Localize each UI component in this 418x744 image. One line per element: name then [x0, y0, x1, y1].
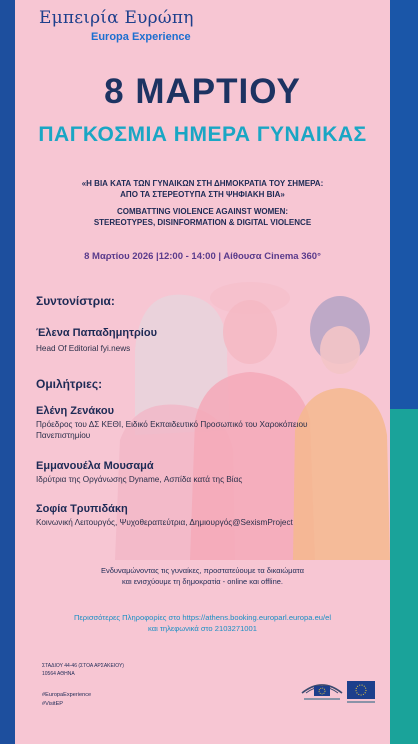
address-line1: ΣΤΑΔΙΟΥ 44-46 (ΣΤΟΑ ΑΡΣΑΚΕΙΟΥ): [42, 663, 124, 669]
speakers-label: Ομιλήτριες:: [36, 377, 103, 391]
speaker-3-name: Σοφία Τρυπιδάκη: [36, 503, 128, 515]
hashtag-visit-ep: #VisitEP: [42, 701, 64, 707]
speaker-1-name: Ελένη Ζενάκου: [36, 405, 115, 417]
event-date-title: 8 ΜΑΡΤΙΟΥ: [104, 72, 301, 111]
speaker-3-role: Κοινωνική Λειτουργός, Ψυχοθεραπεύτρια, Δημιουργός@SexismProject: [36, 518, 293, 527]
subtitle-english: [15, 206, 390, 228]
speaker-1-role-line2: Πανεπιστημίου: [36, 431, 91, 440]
brand-greek: Εμπειρία Ευρώπη: [39, 8, 194, 28]
hashtags: [42, 691, 91, 709]
brand-english: Europa Experience: [91, 31, 191, 43]
subtitle-greek-line2: ΑΠΟ ΤΑ ΣΤΕΡΕΟΤΥΠΑ ΣΤΗ ΨΗΦΙΑΚΗ ΒΙΑ»: [120, 190, 285, 199]
event-date-time-venue: 8 Μαρτίου 2026 |12:00 - 14:00 | Αίθουσα Cinema 360°: [84, 251, 321, 262]
european-parliament-logo: [300, 677, 344, 703]
more-info[interactable]: [15, 612, 390, 634]
ep-flag-logo: [345, 679, 377, 705]
moderator-label: Συντονίστρια:: [36, 294, 115, 308]
event-day-title: ΠΑΓΚΟΣΜΙΑ ΗΜΕΡΑ ΓΥΝΑΙΚΑΣ: [38, 123, 367, 146]
moderator-name: Έλενα Παπαδημητρίου: [36, 327, 157, 339]
more-info-link[interactable]: Περισσότερες Πληροφορίες στο https://athens.booking.europarl.europa.eu/el: [73, 613, 332, 622]
subtitle-greek: [15, 178, 390, 200]
closing-line1: Ενδυναμώνοντας τις γυναίκες, προστατεύουμε τα δικαιώματα: [100, 566, 304, 575]
address-line2: 10564 ΑΘΗΝΑ: [42, 671, 75, 677]
event-poster: [15, 0, 390, 744]
closing-statement: [15, 565, 390, 587]
speaker-2-role: Ιδρύτρια της Οργάνωσης Dyname, Ασπίδα κατά της Βίας: [36, 475, 243, 484]
speaker-1-role-line1: Πρόεδρος του ΔΣ ΚΕΘΙ, Ειδικό Εκπαιδευτικό Προσωπικό του Χαροκόπειου: [36, 420, 308, 429]
subtitle-english-line1: COMBATTING VIOLENCE AGAINST WOMEN:: [116, 207, 289, 216]
subtitle-english-line2: STEREOTYPES, DISINFORMATION & DIGITAL VIOLENCE: [93, 218, 312, 227]
speaker-2-name: Εμμανουέλα Μουσαμά: [36, 460, 154, 472]
venue-address: [42, 662, 124, 678]
more-info-phone: και τηλεφωνικά στο 2103271001: [148, 624, 257, 633]
subtitle-greek-line1: «Η ΒΙΑ ΚΑΤΑ ΤΩΝ ΓΥΝΑΙΚΩΝ ΣΤΗ ΔΗΜΟΚΡΑΤΙΑ ΤΟΥ ΣΗΜΕΡΑ:: [81, 179, 324, 188]
speaker-1-role: [36, 419, 376, 441]
right-color-bar: [390, 0, 418, 744]
closing-line2: και ενισχύουμε τη δημοκρατία - online και offline.: [121, 577, 284, 586]
left-color-bar: [0, 0, 15, 744]
moderator-role: Head Of Editorial fyi.news: [36, 344, 131, 353]
hashtag-europa-experience: #EuropaExperience: [42, 692, 92, 698]
